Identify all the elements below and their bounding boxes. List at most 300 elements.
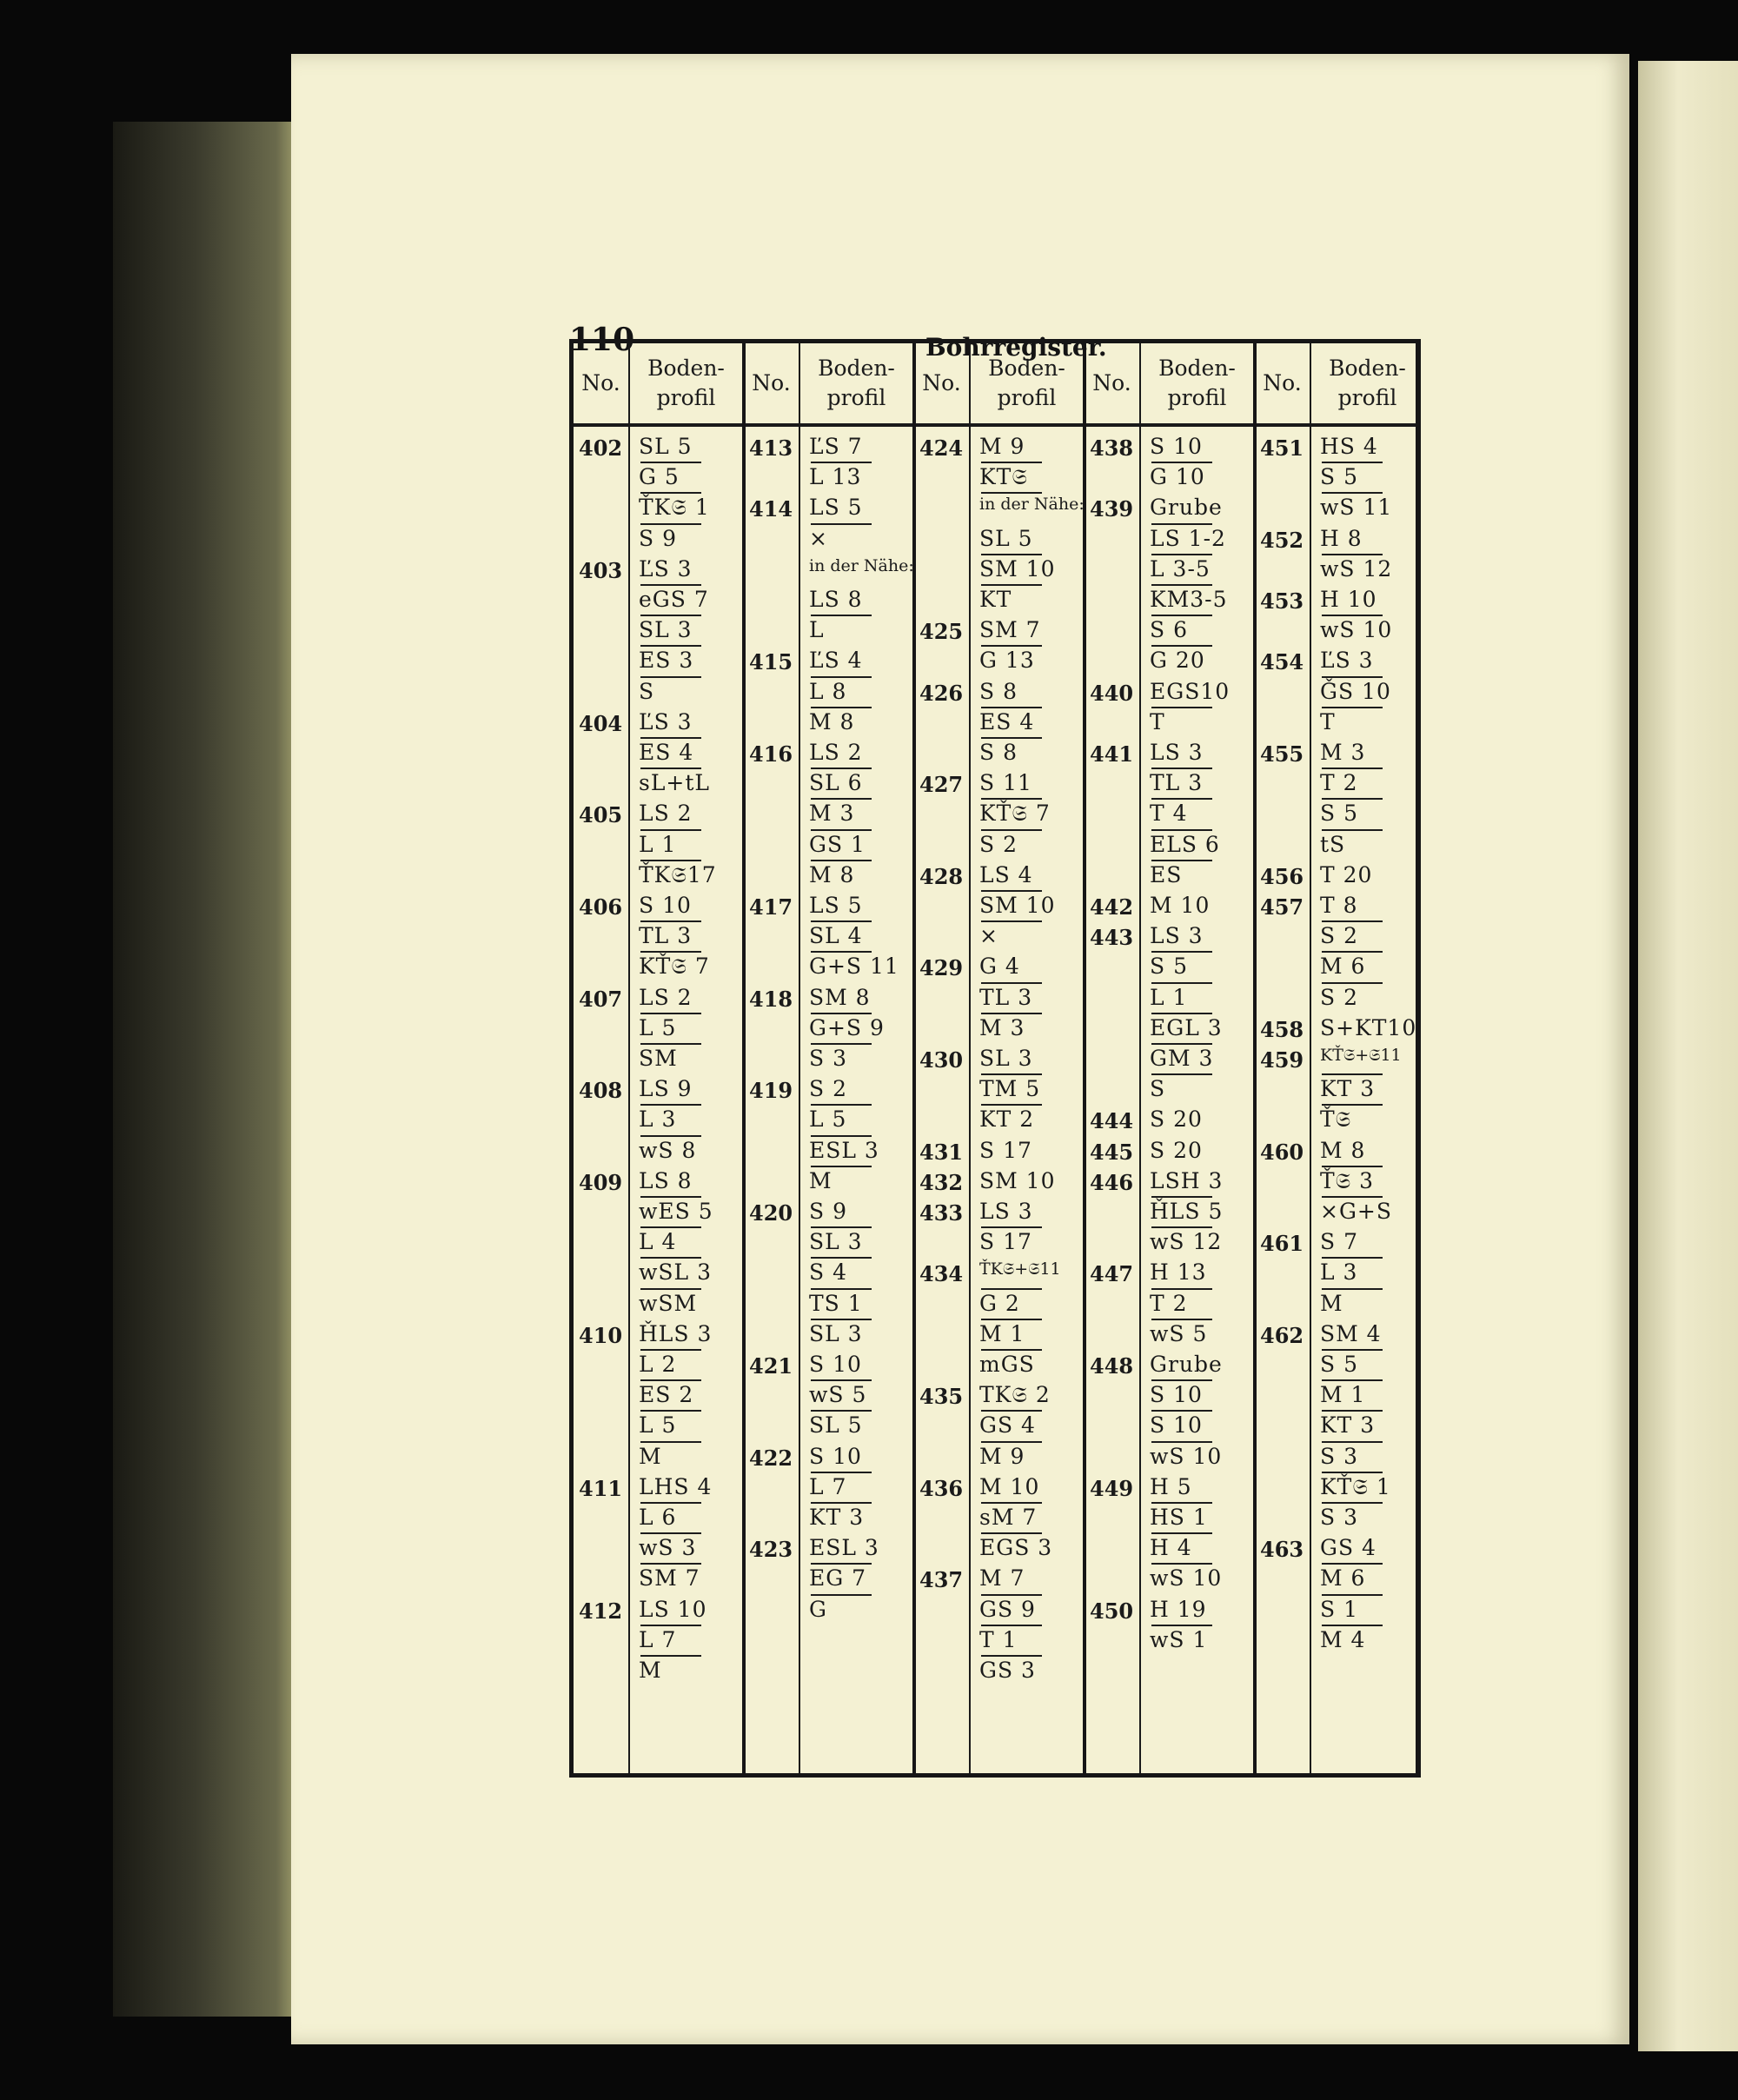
profile-layer: KŤ𝔖 1 (1320, 1473, 1391, 1499)
layer-boundary (811, 1013, 872, 1014)
profile-layer: M 6 (1320, 954, 1366, 980)
profile-layer: LS 2 (639, 984, 693, 1010)
profile-layer: H 5 (1150, 1473, 1192, 1499)
entry-number: 452 (1260, 527, 1304, 553)
entry-number: 415 (749, 649, 793, 675)
profile-layer: L 1 (1150, 984, 1188, 1010)
layer-boundary (811, 1594, 872, 1596)
profile-layer: KŤ𝔖 7 (979, 801, 1051, 827)
column-header-no: No. (1092, 370, 1131, 395)
entry-number: 404 (579, 710, 623, 736)
profile-layer: ES 4 (979, 708, 1035, 734)
layer-boundary (811, 920, 872, 922)
profile-layer: KT 3 (1320, 1076, 1376, 1102)
layer-boundary (811, 1410, 872, 1412)
profile-layer: EGS 3 (979, 1535, 1053, 1561)
layer-boundary (1322, 1379, 1383, 1381)
entry-number: 413 (749, 435, 793, 461)
profile-layer: ĽS 3 (639, 555, 693, 581)
profile-layer: M 9 (979, 434, 1025, 459)
entry-number: 448 (1090, 1353, 1134, 1379)
profile-layer: S 10 (1150, 1382, 1203, 1408)
profile-layer: HS 1 (1150, 1505, 1208, 1530)
entry-number: 414 (749, 496, 793, 522)
layer-boundary (811, 860, 872, 861)
layer-boundary (1322, 1073, 1383, 1075)
entry-number: 405 (579, 802, 623, 828)
layer-boundary (811, 1319, 872, 1320)
profile-layer: TM 5 (979, 1076, 1041, 1102)
profile-layer: KŤ𝔖 7 (639, 954, 710, 980)
layer-boundary (981, 1625, 1042, 1626)
profile-layer: T 2 (1150, 1290, 1188, 1316)
entry-number: 428 (919, 863, 964, 889)
profile-layer: M 8 (1320, 1137, 1366, 1163)
column-header-profile: Boden- profil (647, 356, 725, 410)
layer-boundary (640, 1135, 701, 1137)
profile-layer: M 8 (809, 861, 855, 887)
entry-number: 417 (749, 894, 793, 920)
layer-boundary (1151, 1196, 1212, 1198)
profile-layer: ŤK𝔖+𝔖11 (979, 1259, 1061, 1279)
entry-number: 402 (579, 435, 623, 461)
layer-boundary (640, 1532, 701, 1534)
entry-number: 426 (919, 680, 964, 706)
profile-layer: S (1150, 1076, 1166, 1102)
profile-layer: L 6 (639, 1505, 677, 1530)
entry-number: 435 (919, 1384, 964, 1410)
layer-boundary (1322, 1563, 1383, 1565)
profile-layer: HS 4 (1320, 434, 1378, 459)
layer-boundary (640, 1441, 701, 1443)
layer-boundary (640, 1349, 701, 1351)
profile-layer: TL 3 (639, 923, 693, 949)
profile-layer: S 2 (979, 831, 1018, 857)
profile-layer: LHS 4 (639, 1473, 713, 1499)
profile-layer: S 3 (1320, 1443, 1358, 1469)
layer-boundary (1151, 1319, 1212, 1320)
profile-layer: ES 2 (639, 1382, 694, 1408)
layer-boundary (1151, 1410, 1212, 1412)
entry-number: 461 (1260, 1231, 1304, 1257)
layer-boundary (1151, 1013, 1212, 1014)
profile-layer: S (639, 678, 655, 704)
layer-boundary (811, 1472, 872, 1473)
column-divider (799, 343, 800, 1773)
profile-layer: M 3 (809, 801, 855, 827)
profile-layer: M 1 (979, 1320, 1025, 1346)
layer-boundary (1322, 1349, 1383, 1351)
column-divider (1139, 343, 1141, 1773)
layer-boundary (811, 829, 872, 831)
layer-boundary (981, 462, 1042, 463)
layer-boundary (811, 1502, 872, 1504)
profile-layer: S 20 (1150, 1137, 1203, 1163)
profile-layer: SL 3 (979, 1046, 1033, 1071)
profile-layer: EG 7 (809, 1565, 867, 1592)
profile-layer: T 8 (1320, 893, 1358, 918)
layer-boundary (640, 676, 701, 678)
layer-boundary (1322, 829, 1383, 831)
profile-layer: GS 1 (809, 831, 866, 857)
profile-layer: LS 2 (639, 801, 693, 827)
layer-boundary (981, 1594, 1042, 1596)
layer-boundary (640, 584, 701, 586)
profile-layer: ES (1150, 861, 1183, 887)
profile-layer: L 3 (639, 1106, 677, 1133)
layer-boundary (1151, 951, 1212, 953)
layer-boundary (640, 1379, 701, 1381)
column-divider (1310, 343, 1311, 1773)
layer-boundary (1322, 1441, 1383, 1443)
profile-layer: KM3-5 (1150, 587, 1228, 612)
profile-layer: L 8 (809, 678, 847, 704)
profile-layer: SM 10 (979, 555, 1056, 581)
layer-boundary (1151, 1288, 1212, 1290)
layer-boundary (1322, 982, 1383, 984)
layer-boundary (640, 1655, 701, 1657)
profile-layer: S 2 (809, 1076, 847, 1102)
profile-layer: S 4 (809, 1259, 847, 1286)
profile-layer: G+S 11 (809, 954, 899, 980)
profile-layer: ×G+S (1320, 1199, 1392, 1224)
profile-layer: Ť𝔖 3 (1320, 1167, 1375, 1193)
layer-boundary (1151, 982, 1212, 984)
entry-number: 420 (749, 1200, 793, 1226)
profile-layer: SM 10 (979, 1167, 1056, 1193)
profile-layer: S 6 (1150, 617, 1188, 643)
layer-boundary (981, 920, 1042, 922)
column-header-profile: Boden- profil (1329, 356, 1406, 410)
profile-layer: S 5 (1320, 801, 1358, 827)
profile-layer: LS 5 (809, 893, 863, 918)
profile-layer: Ť𝔖 (1320, 1106, 1352, 1133)
profile-layer: EGS10 (1150, 678, 1231, 704)
layer-boundary (1322, 951, 1383, 953)
profile-layer: wS 12 (1150, 1229, 1223, 1255)
profile-layer: ŤK𝔖17 (639, 861, 717, 887)
profile-layer: TL 3 (1150, 770, 1204, 796)
layer-boundary (640, 1288, 701, 1290)
profile-layer: ǦS 10 (1320, 678, 1391, 704)
layer-boundary (640, 523, 701, 525)
entry-number: 434 (919, 1261, 964, 1287)
layer-boundary (1322, 462, 1383, 463)
entry-number: 439 (1090, 496, 1134, 522)
profile-layer: LS 3 (1150, 740, 1204, 765)
profile-layer: H 10 (1320, 587, 1377, 612)
entry-number: 409 (579, 1169, 623, 1195)
profile-layer: M 8 (809, 708, 855, 734)
profile-layer: wS 11 (1320, 495, 1393, 521)
layer-boundary (1151, 1043, 1212, 1045)
layer-boundary (811, 676, 872, 678)
profile-layer: SM (639, 1046, 678, 1071)
layer-boundary (1322, 1502, 1383, 1504)
entry-number: 433 (919, 1200, 964, 1226)
profile-layer: T (1150, 708, 1165, 734)
layer-boundary (981, 1288, 1042, 1290)
profile-layer: M (639, 1658, 662, 1683)
profile-layer: tS (1320, 831, 1346, 857)
profile-layer: S 10 (1150, 1412, 1203, 1439)
layer-boundary (811, 1135, 872, 1137)
profile-layer: S 2 (1320, 984, 1358, 1010)
profile-layer: ĽS 3 (639, 708, 693, 734)
layer-boundary (1151, 798, 1212, 800)
layer-boundary (981, 1104, 1042, 1106)
profile-layer: SM 4 (1320, 1320, 1382, 1346)
profile-layer: S 5 (1320, 464, 1358, 490)
entry-number: 451 (1260, 435, 1304, 461)
layer-boundary (981, 1532, 1042, 1534)
profile-layer: Grube (1150, 495, 1223, 521)
entry-number: 422 (749, 1445, 793, 1471)
entry-number: 403 (579, 557, 623, 583)
profile-layer: × (979, 923, 998, 949)
layer-boundary (811, 951, 872, 953)
profile-layer: wS 10 (1320, 617, 1393, 643)
profile-layer: TL 3 (979, 984, 1033, 1010)
column-header-no: No. (1263, 370, 1302, 395)
profile-layer: S 7 (1320, 1229, 1358, 1255)
layer-boundary (1322, 1104, 1383, 1106)
profile-layer: H 13 (1150, 1259, 1207, 1286)
layer-boundary (1151, 523, 1212, 525)
profile-layer: wSM (639, 1290, 698, 1316)
entry-number: 457 (1260, 894, 1304, 920)
layer-boundary (981, 707, 1042, 708)
profile-layer: × (809, 525, 828, 551)
layer-boundary (811, 1288, 872, 1290)
column-divider (628, 343, 630, 1773)
entry-number: 419 (749, 1078, 793, 1104)
layer-boundary (640, 1502, 701, 1504)
layer-boundary (1322, 768, 1383, 769)
layer-boundary (981, 890, 1042, 892)
profile-layer: S+KT10 (1320, 1014, 1417, 1040)
profile-layer: G 13 (979, 648, 1035, 674)
entry-number: 431 (919, 1139, 964, 1165)
entry-number: 455 (1260, 741, 1304, 767)
layer-boundary (640, 737, 701, 739)
layer-boundary (640, 1226, 701, 1228)
profile-layer: ELS 6 (1150, 831, 1220, 857)
profile-layer: ĽS 3 (1320, 648, 1374, 674)
profile-layer: LS 3 (979, 1199, 1033, 1224)
profile-layer: wS 10 (1150, 1443, 1223, 1469)
profile-layer: EGL 3 (1150, 1014, 1223, 1040)
profile-layer: wS 5 (809, 1382, 867, 1408)
profile-layer: S 3 (809, 1046, 847, 1071)
layer-boundary (640, 860, 701, 861)
profile-layer: Grube (1150, 1352, 1223, 1377)
layer-boundary (640, 645, 701, 647)
profile-layer: ȞLS 3 (639, 1320, 713, 1346)
layer-boundary (1151, 1073, 1212, 1075)
layer-boundary (981, 492, 1042, 494)
entry-number: 406 (579, 894, 623, 920)
layer-boundary (1151, 768, 1212, 769)
column-header-no: No. (922, 370, 961, 395)
layer-boundary (811, 1166, 872, 1167)
layer-boundary (1151, 1625, 1212, 1626)
profile-layer: LS 10 (639, 1596, 707, 1622)
profile-layer: G+S 9 (809, 1014, 885, 1040)
entry-number: 407 (579, 986, 623, 1012)
layer-boundary (1151, 707, 1212, 708)
layer-boundary (811, 798, 872, 800)
entry-number: 441 (1090, 741, 1134, 767)
layer-boundary (811, 1043, 872, 1045)
entry-number: 454 (1260, 649, 1304, 675)
profile-layer: L 4 (639, 1229, 677, 1255)
profile-layer: M 9 (979, 1443, 1025, 1469)
entry-number: 442 (1090, 894, 1134, 920)
profile-layer: T 20 (1320, 861, 1373, 887)
profile-layer: H 8 (1320, 525, 1363, 551)
profile-layer: G (809, 1596, 827, 1622)
profile-layer: M (1320, 1290, 1343, 1316)
bohrregister-table (569, 339, 1421, 1778)
entry-number: 445 (1090, 1139, 1134, 1165)
layer-boundary (1322, 676, 1383, 678)
layer-boundary (981, 1226, 1042, 1228)
profile-layer: KT (979, 587, 1012, 612)
profile-layer: TS 1 (809, 1290, 863, 1316)
layer-boundary (640, 768, 701, 769)
layer-boundary (1151, 554, 1212, 555)
layer-boundary (981, 1013, 1042, 1014)
column-divider (742, 343, 746, 1773)
layer-boundary (1151, 1379, 1212, 1381)
profile-layer: S 9 (809, 1199, 847, 1224)
entry-number: 408 (579, 1078, 623, 1104)
layer-boundary (640, 1625, 701, 1626)
entry-number: 463 (1260, 1537, 1304, 1563)
profile-layer: wS 12 (1320, 555, 1393, 581)
layer-boundary (640, 920, 701, 922)
layer-boundary (1151, 584, 1212, 586)
profile-layer: LS 4 (979, 861, 1033, 887)
profile-layer: L (809, 617, 825, 643)
entry-number: 424 (919, 435, 964, 461)
entry-number: 436 (919, 1475, 964, 1501)
profile-layer: S 2 (1320, 923, 1358, 949)
layer-boundary (811, 1226, 872, 1228)
layer-boundary (1322, 1410, 1383, 1412)
layer-boundary (811, 462, 872, 463)
page-header (291, 269, 1629, 362)
profile-layer: LS 5 (809, 495, 863, 521)
header-rule (574, 423, 1416, 427)
profile-layer: S 9 (639, 525, 677, 551)
profile-layer: KT 2 (979, 1106, 1035, 1133)
layer-boundary (640, 615, 701, 616)
layer-boundary (811, 523, 872, 525)
profile-layer: M 10 (1150, 893, 1211, 918)
column-header-no: No. (581, 370, 620, 395)
layer-boundary (640, 1196, 701, 1198)
layer-boundary (1151, 860, 1212, 861)
profile-layer: in der Nähe: (809, 555, 914, 575)
profile-layer: GS 9 (979, 1596, 1036, 1622)
book-edge (113, 122, 317, 2017)
profile-layer: S 17 (979, 1137, 1032, 1163)
entry-number: 410 (579, 1322, 623, 1348)
profile-layer: SL 4 (809, 923, 863, 949)
layer-boundary (1151, 615, 1212, 616)
entry-number: 416 (749, 741, 793, 767)
entry-number: 444 (1090, 1108, 1134, 1134)
layer-boundary (1151, 1563, 1212, 1565)
entry-number: 430 (919, 1047, 964, 1073)
layer-boundary (811, 1104, 872, 1106)
profile-layer: GS 4 (1320, 1535, 1376, 1561)
entry-number: 456 (1260, 863, 1304, 889)
profile-layer: M 10 (979, 1473, 1040, 1499)
layer-boundary (1322, 1594, 1383, 1596)
profile-layer: M 1 (1320, 1382, 1366, 1408)
entry-number: 423 (749, 1537, 793, 1563)
profile-layer: M 4 (1320, 1626, 1366, 1652)
layer-boundary (811, 1257, 872, 1259)
layer-boundary (1322, 707, 1383, 708)
profile-layer: SL 3 (809, 1229, 863, 1255)
profile-layer: wS 8 (639, 1137, 697, 1163)
profile-layer: wS 5 (1150, 1320, 1208, 1346)
layer-boundary (1322, 1166, 1383, 1167)
entry-number: 460 (1260, 1139, 1304, 1165)
profile-layer: GS 4 (979, 1412, 1036, 1439)
profile-layer: ESL 3 (809, 1137, 879, 1163)
entry-number: 421 (749, 1353, 793, 1379)
profile-layer: M 3 (1320, 740, 1366, 765)
column-header-profile: Boden- profil (818, 356, 895, 410)
profile-layer: L 5 (639, 1412, 677, 1439)
profile-layer: M (809, 1167, 833, 1193)
profile-layer: SM 7 (979, 617, 1041, 643)
layer-boundary (1322, 554, 1383, 555)
profile-layer: LS 3 (1150, 923, 1204, 949)
layer-boundary (981, 645, 1042, 647)
layer-boundary (1151, 1532, 1212, 1534)
entry-number: 440 (1090, 680, 1134, 706)
profile-layer: T 4 (1150, 801, 1188, 827)
entry-number: 411 (579, 1475, 623, 1501)
layer-boundary (640, 951, 701, 953)
entry-number: 443 (1090, 925, 1134, 951)
profile-layer: ĽS 7 (809, 434, 863, 459)
profile-layer: S 3 (1320, 1505, 1358, 1530)
layer-boundary (981, 829, 1042, 831)
layer-boundary (640, 492, 701, 494)
profile-layer: S 5 (1320, 1352, 1358, 1377)
profile-layer: KT 3 (1320, 1412, 1376, 1439)
entry-number: 462 (1260, 1322, 1304, 1348)
profile-layer: wS 10 (1150, 1565, 1223, 1592)
profile-layer: SL 3 (639, 617, 693, 643)
layer-boundary (981, 584, 1042, 586)
profile-layer: SM 10 (979, 893, 1056, 918)
profile-layer: sM 7 (979, 1505, 1038, 1530)
profile-layer: L 5 (639, 1014, 677, 1040)
profile-layer: S 8 (979, 678, 1018, 704)
profile-layer: S 10 (809, 1443, 862, 1469)
layer-boundary (640, 1104, 701, 1106)
column-divider (969, 343, 971, 1773)
entry-number: 447 (1090, 1261, 1134, 1287)
